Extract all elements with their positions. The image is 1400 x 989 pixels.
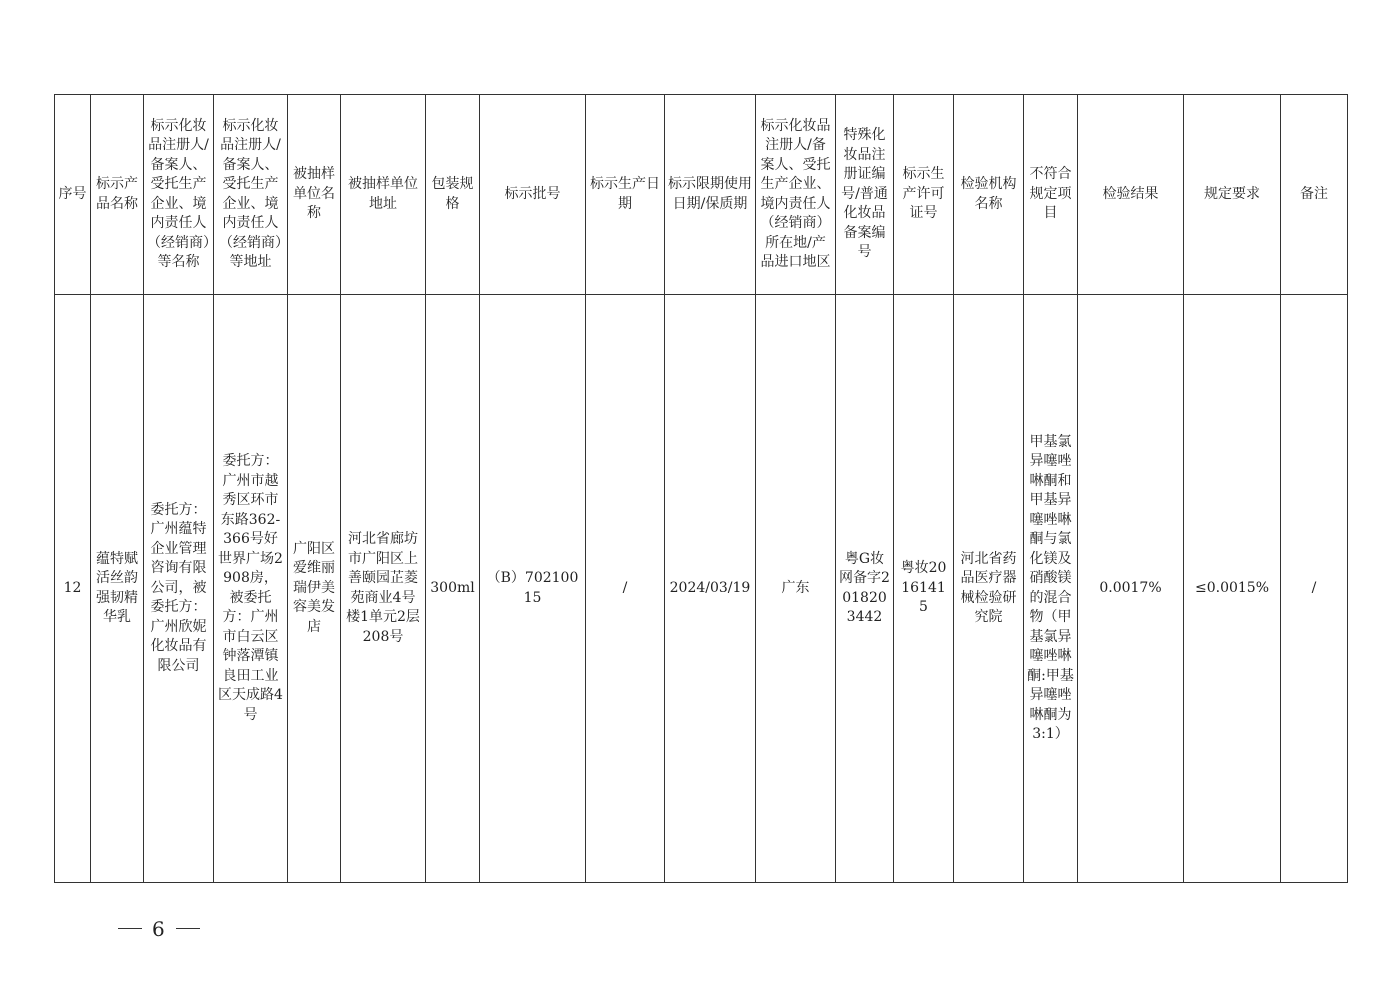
inspection-result-table: [54, 94, 1348, 883]
cell-sampled-unit-name: 广阳区爱维丽瑞伊美容美发店: [288, 295, 341, 883]
header-sampled-unit-name: 被抽样单位名称: [288, 95, 341, 295]
cell-serial-number: 12: [55, 295, 91, 883]
header-registration-code: 特殊化妆品注册证编号/普通化妆品备案编号: [836, 95, 894, 295]
cell-production-date: /: [586, 295, 665, 883]
cell-registrant-name: 委托方：广州蕴特企业管理咨询有限公司，被委托方：广州欣妮化妆品有限公司: [144, 295, 214, 883]
page-number-left-dash: [118, 928, 142, 929]
header-requirement: 规定要求: [1184, 95, 1281, 295]
header-sampled-unit-address: 被抽样单位地址: [341, 95, 426, 295]
header-package-spec: 包装规格: [426, 95, 480, 295]
page-number: 6: [152, 916, 166, 941]
header-registrant-name: 标示化妆品注册人/备案人、受托生产企业、境内责任人（经销商）等名称: [144, 95, 214, 295]
header-production-license: 标示生产许可证号: [894, 95, 954, 295]
page-footer: [118, 913, 200, 943]
header-test-result: 检验结果: [1078, 95, 1184, 295]
cell-requirement: ≤0.0015%: [1184, 295, 1281, 883]
header-expiry-date: 标示限期使用日期/保质期: [665, 95, 756, 295]
header-remarks: 备注: [1281, 95, 1348, 295]
table-row: [55, 295, 1348, 883]
header-production-date: 标示生产日期: [586, 95, 665, 295]
header-testing-institution: 检验机构名称: [954, 95, 1024, 295]
cell-production-license: 粤妆20161415: [894, 295, 954, 883]
header-location: 标示化妆品注册人/备案人、受托生产企业、境内责任人（经销商）所在地/产品进口地区: [756, 95, 836, 295]
cell-registrant-address: 委托方：广州市越秀区环市东路362-366号好世界广场2908房，被委托方：广州市白云区钟落潭镇良田工业区天成路4号: [214, 295, 288, 883]
cell-nonconforming-item: 甲基氯异噻唑啉酮和甲基异噻唑啉酮与氯化镁及硝酸镁的混合物（甲基氯异噻唑啉酮:甲基异噻唑啉酮为3:1）: [1024, 295, 1078, 883]
header-batch-number: 标示批号: [480, 95, 586, 295]
table-header-row: [55, 95, 1348, 295]
page-number-right-dash: [176, 928, 200, 929]
cell-package-spec: 300ml: [426, 295, 480, 883]
cell-testing-institution: 河北省药品医疗器械检验研究院: [954, 295, 1024, 883]
header-serial-number: 序号: [55, 95, 91, 295]
cell-batch-number: （B）70210015: [480, 295, 586, 883]
cell-sampled-unit-address: 河北省廊坊市广阳区上善颐园芷菱苑商业4号楼1单元2层208号: [341, 295, 426, 883]
header-nonconforming-item: 不符合规定项目: [1024, 95, 1078, 295]
cell-remarks: /: [1281, 295, 1348, 883]
cell-location: 广东: [756, 295, 836, 883]
cell-test-result: 0.0017%: [1078, 295, 1184, 883]
cell-product-name: 蕴特赋活丝韵强韧精华乳: [91, 295, 144, 883]
header-registrant-address: 标示化妆品注册人/备案人、受托生产企业、境内责任人（经销商）等地址: [214, 95, 288, 295]
cell-expiry-date: 2024/03/19: [665, 295, 756, 883]
header-product-name: 标示产品名称: [91, 95, 144, 295]
cell-registration-code: 粤G妆网备字2018203442: [836, 295, 894, 883]
